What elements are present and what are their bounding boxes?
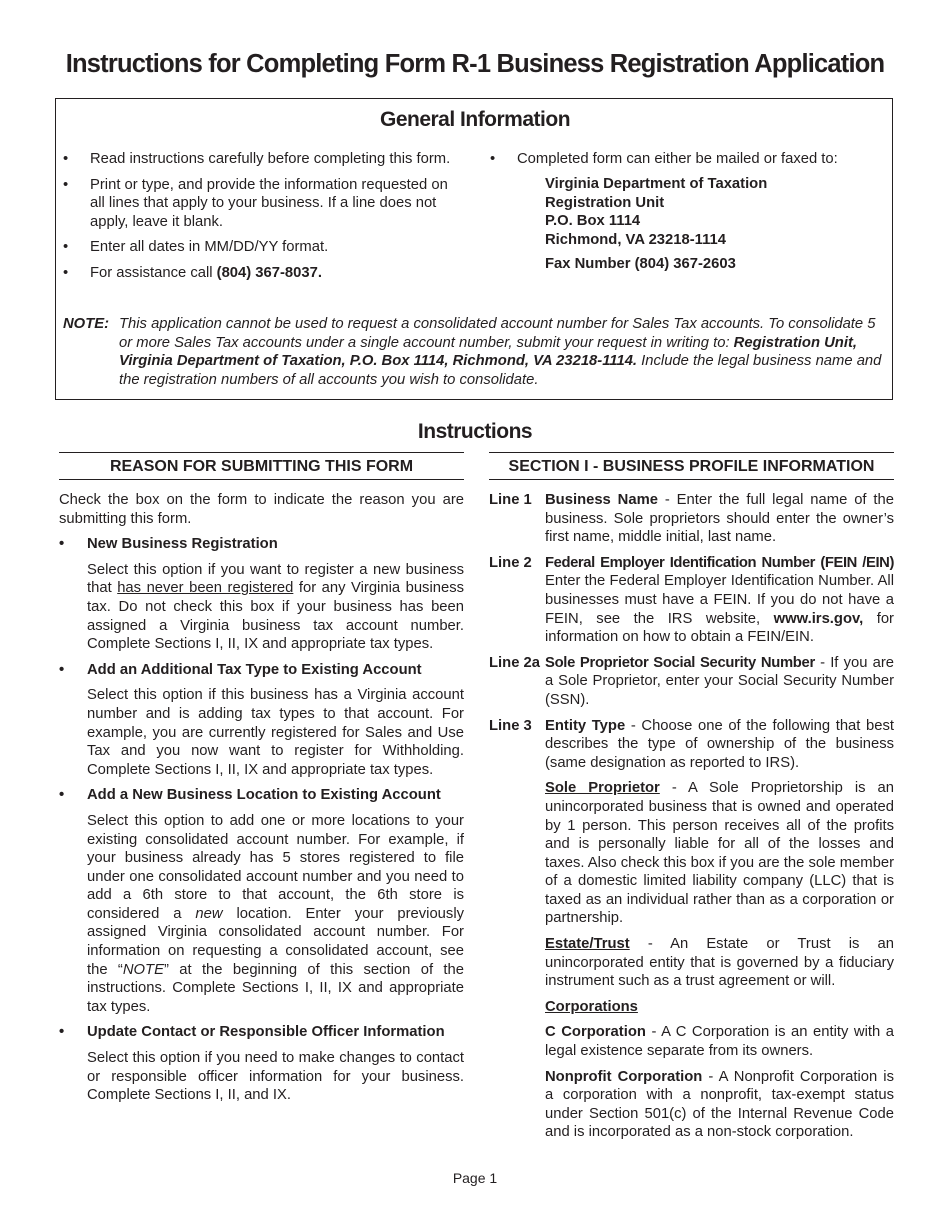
corporations-heading: Corporations — [545, 998, 638, 1015]
general-right-bullets — [490, 150, 870, 176]
list-item: • New Business Registration Select this option if you want to register a new business that has never been registered for any Virginia business tax. Do not check this box if your business has been assigned a Virginia business tax account number. Complete Sections I, II, IX and appropriate tax types. — [59, 536, 465, 653]
reason-intro: Check the box on the form to indicate the reason you are submitting this form. — [59, 492, 464, 527]
entity-c-corporation: C Corporation - A C Corporation is an entity with a legal existence separate from its owners. — [545, 1024, 895, 1060]
list-item: • Enter all dates in MM/DD/YY format. — [63, 239, 329, 256]
entity-nonprofit-corporation: Nonprofit Corporation - A Nonprofit Corporation is a corporation with a nonprofit, tax-exempt status under Section 501(c) of the Internal Revenue Code and is incorporated as a non-stock corporation. — [545, 1068, 894, 1141]
general-information-heading: General Information — [379, 108, 571, 131]
page-number: Page 1 — [452, 1170, 498, 1186]
list-item: • Read instructions carefully before completing this form. — [63, 151, 451, 167]
list-item: • For assistance call (804) 367-8037. — [63, 264, 322, 281]
option-title: Add an Additional Tax Type to Existing Account — [87, 661, 422, 678]
line-item: Line 3 Entity Type - Choose one of the following that best describes the type of ownership of the business (same designation as reported to IRS). — [489, 717, 894, 771]
reason-section-heading: REASON FOR SUBMITTING THIS FORM — [59, 452, 464, 480]
mailing-address: Virginia Department of Taxation Registration Unit P.O. Box 1114 Richmond, VA 23218-1114 Fax Number (804) 367-2603 — [545, 176, 768, 273]
note-label: NOTE: — [63, 316, 110, 332]
section-one-column — [489, 491, 894, 1149]
page-title: Instructions for Completing Form R-1 Business Registration Application — [65, 50, 885, 78]
line-item: Line 2 Federal Employer Identification Number (FEIN /EIN) Enter the Federal Employer Identification Number. All businesses must have a FEIN. If you do not have a FEIN, see the IRS website, www.irs.gov, for information on how to obtain a FEIN/EIN. — [489, 554, 894, 646]
line-item: Line 2a Sole Proprietor Social Security Number - If you are a Sole Proprietor, enter your Social Security Number (SSN). — [489, 654, 894, 708]
option-title: Update Contact or Responsible Officer Information — [87, 1024, 445, 1041]
list-item: • Completed form can either be mailed or faxed to: — [490, 151, 838, 167]
option-title: Add a New Business Location to Existing Account — [87, 787, 441, 804]
general-left-bullets — [63, 150, 461, 290]
instructions-heading: Instructions — [417, 420, 533, 443]
note-paragraph: NOTE: This application cannot be used to request a consolidated account number for Sales Tax accounts. To consolidate 5 or more Sales Tax accounts under a single account number, submit your request in writing to: Registration Unit, Virginia Department of Taxation, P.O. Box 1114, Richmond, VA 23218-1114. Include the legal business name and the registration numbers of all accounts you wish to consolidate. — [63, 316, 882, 388]
entity-estate-trust: Estate/Trust - An Estate or Trust is an unincorporated entity that is governed by a fiduciary instrument such as a trust agreement or will. — [545, 936, 894, 990]
list-item: • Print or type, and provide the information requested on all lines that apply to your business. If a line does not apply, leave it blank. — [63, 176, 448, 230]
section-one-heading: SECTION I - BUSINESS PROFILE INFORMATION — [489, 452, 894, 480]
list-item: • Add an Additional Tax Type to Existing Account Select this option if this business has a Virginia account number and is adding tax types to that account. For example, you are currently registered for Sales and Use Tax and you now want to register for Withholding. Complete Sections I, II, IX and appropriate tax types. — [59, 661, 464, 778]
line-item: Line 1 Business Name - Enter the full legal name of the business. Sole proprietors should enter the owner’s first name, middle initial, last name. — [489, 492, 894, 546]
assistance-phone: (804) 367-8037. — [216, 264, 322, 281]
fax-number: Fax Number (804) 367-2603 — [545, 256, 736, 273]
reason-column — [59, 491, 464, 1112]
list-item: • Update Contact or Responsible Officer Information Select this option if you need to make changes to contact or responsible officer information for your business. Complete Sections I, II, and IX. — [59, 1024, 464, 1104]
entity-sole-proprietor: Sole Proprietor - A Sole Proprietorship is an unincorporated business that is owned and operated by 1 person. This person receives all of the profits and is personally liable for all of the losses and taxes. Also check this box if you are the sole member of a domestic limited liability company (LLC) that is taxed as an individual rather than as a corporation or partnership. — [545, 780, 895, 927]
list-item: • Add a New Business Location to Existing Account Select this option to add one or more locations to your existing consolidated account number. For example, if your business already has 5 stores registered to file under one consolidated account number and you need to add a 6th store to that account, the 6th store is considered a new location. Enter your previously assigned Virginia consolidated account number. For information on requesting a consolidated account, see the “NOTE” at the beginning of this section of the instructions. Complete Sections I, II, IX and appropriate tax types. — [59, 787, 464, 1015]
option-title: New Business Registration — [87, 536, 278, 553]
